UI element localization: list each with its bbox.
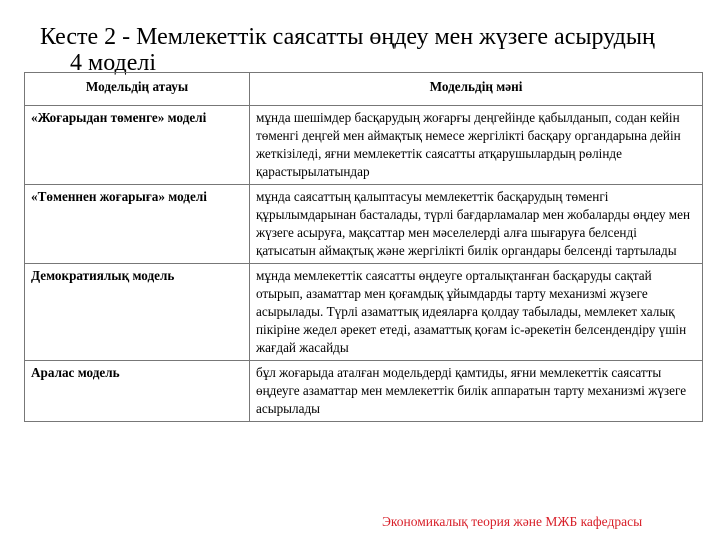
model-meaning-cell: бұл жоғарыда аталған модельдерді қамтиды, яғни мемлекеттік саясатты өңдеуге азаматтар мен мемлекеттік билік аппаратын тарту механизмі жүзеге асырылады xyxy=(250,361,703,422)
model-name-cell: Аралас модель xyxy=(25,361,250,422)
table-row xyxy=(25,264,703,361)
table-row xyxy=(25,106,703,185)
column-header-model-name: Модельдің атауы xyxy=(25,73,250,106)
models-table xyxy=(24,72,703,422)
model-meaning-cell: мұнда мемлекеттік саясатты өңдеуге орталықтанған басқаруды сақтай отырып, азаматтар мен қоғамдық ұйымдарды тарту механизмі жүзеге асырылады. Түрлі азаматтық идеяларға қолдау табылады, мемлекет халық пікіріне жедел әрекет етеді, азаматтық қоғам іс-әрекетін белсендендіру үшін жағдай жасайды xyxy=(250,264,703,361)
model-meaning-cell: мұнда шешімдер басқарудың жоғарғы деңгейінде қабылданып, содан кейін төменгі деңгей мен аймақтық немесе жергілікті басқару органдарына дейін жеткізіледі, яғни мемлекеттік саясатты атқарушылардың рөлінде қарастырылатындар xyxy=(250,106,703,185)
model-name-cell: «Жоғарыдан төменге» моделі xyxy=(25,106,250,185)
title-line-2: 4 моделі xyxy=(70,50,157,76)
table-row xyxy=(25,185,703,264)
footer-department-label: Экономикалық теория және МЖБ кафедрасы xyxy=(382,514,643,529)
model-name-cell: Демократиялық модель xyxy=(25,264,250,361)
table-header-row xyxy=(25,73,703,106)
model-name-cell: «Төменнен жоғарыға» моделі xyxy=(25,185,250,264)
model-meaning-cell: мұнда саясаттың қалыптасуы мемлекеттік басқарудың төменгі құрылымдарынан басталады, түрлі бағдарламалар мен жобаларды өңдеу мен жүзеге асыруға, мақсаттар мен мәселелерді алға шығаруға белсенді қатысатын аймақтық және жергілікті билік органдары белсенді тартылады xyxy=(250,185,703,264)
page-title xyxy=(40,24,700,76)
table-row xyxy=(25,361,703,422)
title-line-1: Кесте 2 - Мемлекеттік саясатты өңдеу мен жүзеге асырудың xyxy=(40,24,655,50)
column-header-model-meaning: Модельдің мәні xyxy=(250,73,703,106)
